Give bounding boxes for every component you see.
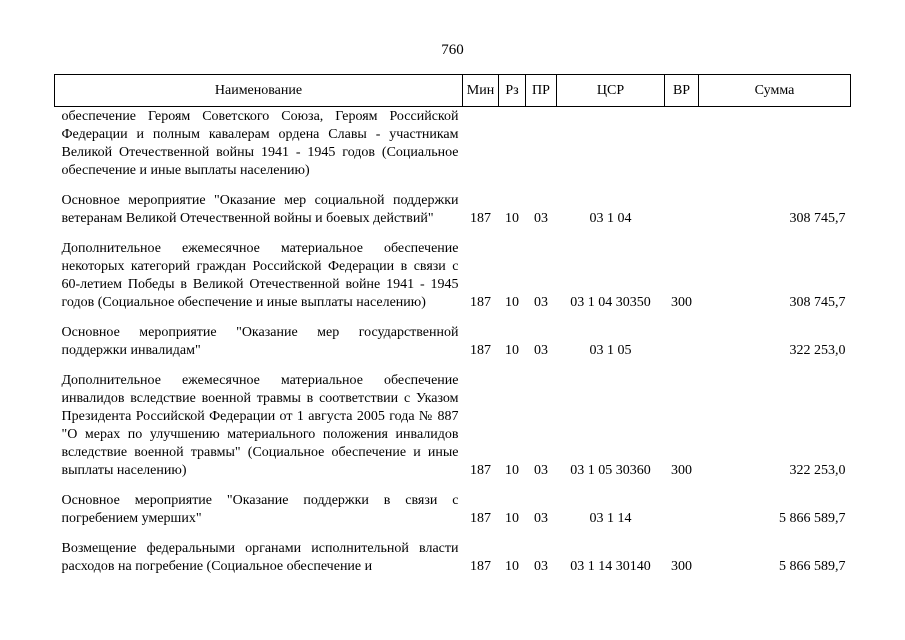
row-min: 187 <box>470 511 491 526</box>
row-csr: 03 1 04 <box>589 211 632 226</box>
row-rz: 10 <box>505 559 519 574</box>
row-vr: 300 <box>671 463 692 478</box>
page-number: 760 <box>441 42 464 58</box>
row-vr <box>665 492 699 528</box>
row-spacer <box>55 480 851 492</box>
row-name: Дополнительное ежемесячное материальное обеспечение инвалидов вследствие военной травмы в соответствии с Указом Президента Российской Федерации от 1 августа 2005 года № 887 "О мерах по улучшению материального положения инвалидов вследствие военной травмы" (Социальное обеспечение и иные выплаты населению) <box>61 373 459 478</box>
table-row <box>55 240 851 312</box>
row-min: 187 <box>470 559 491 574</box>
row-vr: 300 <box>671 559 692 574</box>
header-rz: Рз <box>499 75 526 107</box>
row-sum: 5 866 589,7 <box>779 559 846 574</box>
budget-table <box>54 74 851 576</box>
row-pr <box>526 107 557 181</box>
row-name: обеспечение Героям Советского Союза, Героям Российской Федерации и полным кавалерам ордена Славы - участникам Великой Отечественной войны 1941 - 1945 годов (Социальное обеспечение и иные выплаты населению) <box>61 109 459 178</box>
row-vr <box>665 107 699 181</box>
row-rz: 10 <box>505 211 519 226</box>
row-vr <box>665 324 699 360</box>
row-pr: 03 <box>534 511 548 526</box>
row-pr: 03 <box>534 463 548 478</box>
row-csr: 03 1 14 30140 <box>570 559 651 574</box>
table-row <box>55 540 851 576</box>
row-spacer <box>55 528 851 540</box>
row-pr: 03 <box>534 295 548 310</box>
row-sum: 308 745,7 <box>789 211 846 226</box>
row-rz: 10 <box>505 343 519 358</box>
row-sum: 322 253,0 <box>789 343 846 358</box>
header-pr: ПР <box>526 75 557 107</box>
row-rz <box>499 107 526 181</box>
row-name: Основное мероприятие "Оказание поддержки в связи с погребением умерших" <box>61 493 459 526</box>
table-header-row <box>55 75 851 107</box>
row-csr: 03 1 14 <box>589 511 632 526</box>
row-spacer <box>55 228 851 240</box>
row-sum: 5 866 589,7 <box>779 511 846 526</box>
header-vr: ВР <box>665 75 699 107</box>
row-min: 187 <box>470 211 491 226</box>
row-spacer <box>55 360 851 372</box>
header-csr: ЦСР <box>557 75 665 107</box>
row-pr: 03 <box>534 559 548 574</box>
row-name: Основное мероприятие "Оказание мер социальной поддержки ветеранам Великой Отечественной войны и боевых действий" <box>61 193 459 226</box>
header-name: Наименование <box>55 75 463 107</box>
row-vr <box>665 192 699 228</box>
table-row <box>55 492 851 528</box>
row-csr <box>557 107 665 181</box>
table-row <box>55 107 851 181</box>
row-min: 187 <box>470 343 491 358</box>
row-pr: 03 <box>534 211 548 226</box>
row-csr: 03 1 04 30350 <box>570 295 651 310</box>
row-spacer <box>55 312 851 324</box>
row-spacer <box>55 180 851 192</box>
table-row <box>55 372 851 480</box>
row-sum: 322 253,0 <box>789 463 846 478</box>
row-sum: 308 745,7 <box>789 295 846 310</box>
header-sum: Сумма <box>699 75 851 107</box>
budget-table-container <box>54 74 850 576</box>
row-csr: 03 1 05 30360 <box>570 463 651 478</box>
row-min: 187 <box>470 463 491 478</box>
table-row <box>55 324 851 360</box>
row-min <box>463 107 499 181</box>
row-name: Основное мероприятие "Оказание мер государственной поддержки инвалидам" <box>61 325 459 358</box>
row-vr: 300 <box>671 295 692 310</box>
row-name: Возмещение федеральными органами исполнительной власти расходов на погребение (Социальное обеспечение и <box>61 541 459 574</box>
row-rz: 10 <box>505 295 519 310</box>
row-csr: 03 1 05 <box>589 343 632 358</box>
row-min: 187 <box>470 295 491 310</box>
row-rz: 10 <box>505 511 519 526</box>
table-row <box>55 192 851 228</box>
header-min: Мин <box>463 75 499 107</box>
row-pr: 03 <box>534 343 548 358</box>
row-sum <box>699 107 851 181</box>
row-name: Дополнительное ежемесячное материальное обеспечение некоторых категорий граждан Российской Федерации в связи с 60-летием Победы в Великой Отечественной войне 1941 - 1945 годов (Социальное обеспечение и иные выплаты населению) <box>61 241 459 310</box>
row-rz: 10 <box>505 463 519 478</box>
